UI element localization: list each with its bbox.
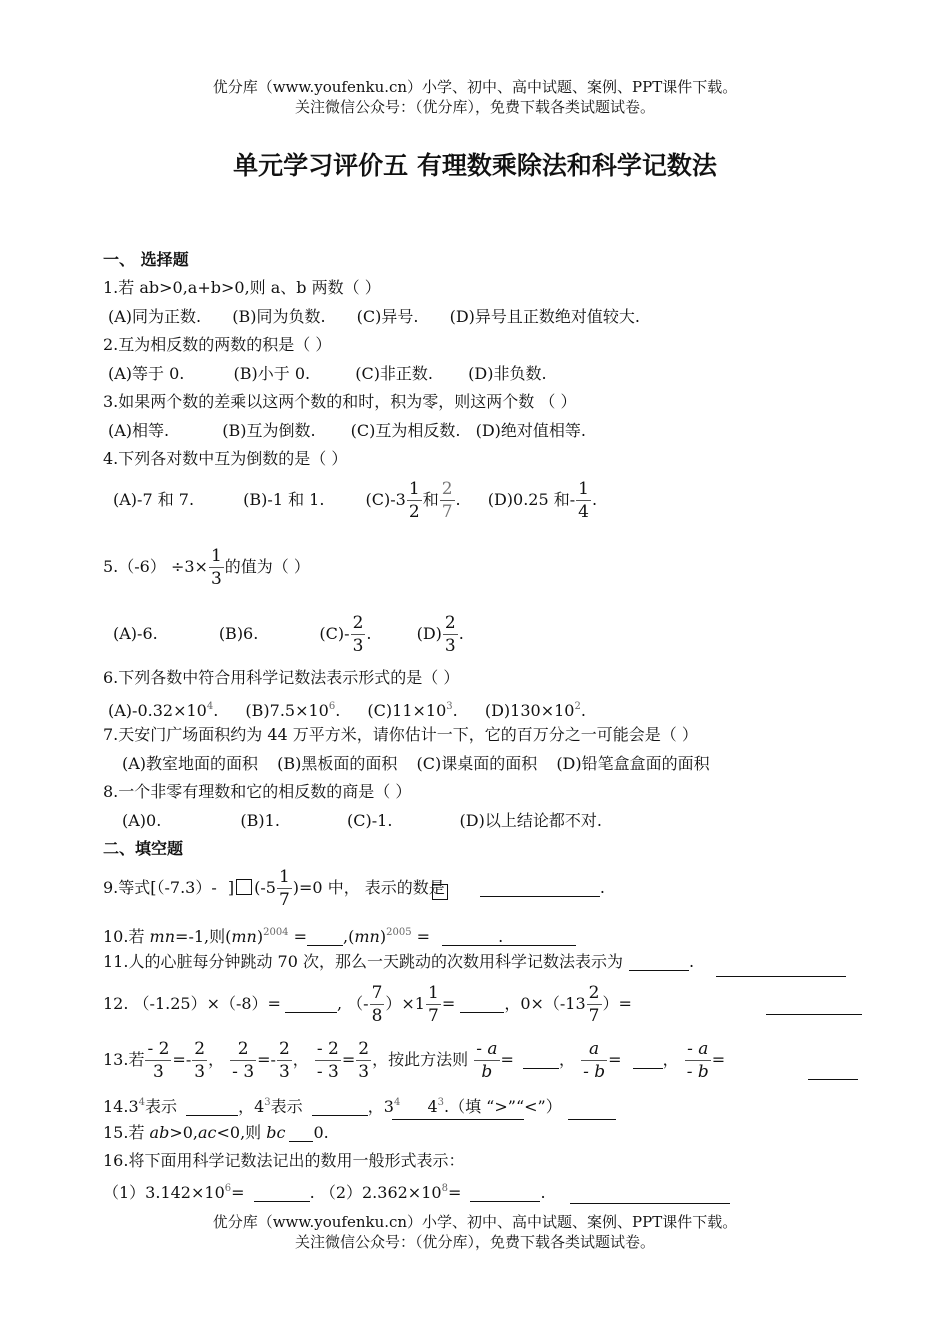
footer-line-1: 优分库（www.youfenku.cn）小学、初中、高中试题、案例、PPT课件下载。: [212, 1213, 738, 1231]
option-a: (A)相等.: [108, 421, 170, 440]
question-6-options: [108, 697, 586, 721]
question-6-stem: 6.下列各数中符合用科学记数法表示形式的是（ ）: [103, 668, 460, 687]
option-a: (A)-7 和 7.: [113, 490, 195, 509]
answer-blank[interactable]: [312, 1099, 368, 1116]
answer-blank[interactable]: [629, 954, 689, 971]
option-b: (B)同为负数.: [232, 307, 326, 326]
option-b: (B)1.: [240, 811, 280, 830]
header-line-1: 优分库（www.youfenku.cn）小学、初中、高中试题、案例、PPT课件下载。: [212, 78, 738, 96]
answer-blank[interactable]: [716, 960, 846, 977]
fraction: $\frac{1}{3}$: [210, 546, 222, 589]
fraction: $\frac{2}{7}$: [441, 479, 453, 522]
question-10: 10.若 mn=-1,则(mn)$^{2004}$ = ,(mn)$^{2005}$ = .: [103, 927, 504, 946]
option-c: (C)课桌面的面积: [416, 754, 538, 773]
answer-blank[interactable]: [766, 998, 862, 1015]
answer-blank[interactable]: [186, 1099, 238, 1116]
answer-blank[interactable]: [480, 880, 600, 897]
option-a: (A)0.: [122, 811, 162, 830]
question-9: 9.等式[（-7.3）- ] (-5 $\frac{1}{7}$ )=0 中， 表示的数是 .: [103, 867, 605, 910]
answer-blank[interactable]: [523, 1052, 559, 1069]
fraction: $\frac{- a}{b}$: [476, 1039, 498, 1082]
option-c: (C)-1.: [347, 811, 393, 830]
option-c: (C)- $\frac{2}{3}$ .: [319, 613, 372, 656]
question-16-parts: $(1)3.142\times 10^6=$ . $(2)2.362\times 10^8=$ .: [103, 1183, 546, 1202]
question-15: 15.若 ab>0,ac<0,则 bc 0.: [103, 1123, 329, 1142]
answer-blank[interactable]: [285, 996, 337, 1013]
question-5-options: [113, 612, 464, 657]
fraction: $\frac{1}{2}$: [408, 479, 420, 522]
question-1-options: [108, 307, 640, 327]
option-a: (A)-6.: [113, 624, 158, 643]
page-title: 单元学习评价五 有理数乘除法和科学记数法: [233, 151, 717, 180]
option-d: (D)以上结论都不对.: [459, 811, 602, 830]
answer-blank[interactable]: [496, 929, 576, 946]
fraction: $\frac{- 2}{- 3}$: [316, 1039, 339, 1082]
answer-blank[interactable]: [570, 1187, 730, 1204]
option-b: (B)6.: [218, 624, 259, 643]
question-7-options: [122, 754, 710, 774]
question-2-stem: 2.互为相反数的两数的积是（ ）: [103, 335, 332, 354]
question-1-stem: 1.若 ab>0,a+b>0,则 a、b 两数（ ）: [103, 278, 381, 297]
question-4-stem: 4.下列各对数中互为倒数的是（ ）: [103, 449, 348, 468]
fraction: $\frac{2}{3}$: [194, 1039, 206, 1082]
answer-blank[interactable]: [460, 996, 504, 1013]
option-d: (D) $\frac{2}{3}$ .: [416, 613, 464, 656]
option-b: (B)小于 0.: [233, 364, 311, 383]
option-d: (D)绝对值相等.: [475, 421, 586, 440]
option-b: (B)-1 和 1.: [243, 490, 325, 509]
question-7-stem: 7.天安门广场面积约为 44 万平方米，请你估计一下，它的百万分之一可能会是（ ）: [103, 725, 698, 744]
section-fill-heading: 二、填空题: [103, 839, 184, 858]
option-a: (A)等于 0.: [108, 364, 185, 383]
header-line-2: 关注微信公众号：（优分库），免费下载各类试题试卷。: [294, 98, 655, 116]
fraction: $\frac{1}{7}$: [427, 983, 439, 1026]
question-16-stem: 16.将下面用科学记数法记出的数用一般形式表示：: [103, 1151, 465, 1170]
question-11: 11.人的心脏每分钟跳动 70 次，那么一天跳动的次数用科学记数法表示为 .: [103, 952, 695, 971]
question-14: 14.3$^4$表示 ，$4^3$表示 ，$3^4$ $4^3$.（填 “>”“<”）: [103, 1097, 562, 1116]
option-b: $(B)7.5\times 10^6$.: [245, 701, 341, 720]
option-c: (C)非正数.: [355, 364, 434, 383]
question-3-options: [108, 421, 586, 441]
question-2-options: [108, 364, 547, 384]
option-d: (D)异号且正数绝对值较大.: [449, 307, 640, 326]
blank-box: [432, 884, 448, 900]
option-a: (A)教室地面的面积: [122, 754, 259, 773]
footer-line-2: 关注微信公众号：（优分库），免费下载各类试题试卷。: [294, 1233, 655, 1251]
fraction: $\frac{1}{7}$: [278, 867, 290, 910]
fraction: $\frac{- a}{- b}$: [686, 1039, 709, 1082]
answer-blank[interactable]: [392, 1103, 524, 1120]
question-5-stem: 5.（-6） ÷3× $\frac{1}{3}$ 的值为（ ）: [103, 546, 310, 589]
question-8-options: [122, 811, 602, 831]
fraction: $\frac{2}{3}$: [278, 1039, 290, 1082]
option-c: (C)异号.: [356, 307, 419, 326]
question-4-options: [113, 478, 597, 523]
option-d: $(D)130\times 10^2$.: [484, 701, 586, 720]
fraction: $\frac{2}{- 3}$: [232, 1039, 255, 1082]
option-c: $(C)11\times 10^3$.: [367, 701, 458, 720]
option-a: $(A)-0.32\times 10^4$.: [108, 701, 219, 720]
answer-blank[interactable]: [633, 1052, 663, 1069]
option-c: (C)-3 $\frac{1}{2}$ 和 $\frac{2}{7}$ .: [365, 479, 461, 522]
question-3-stem: 3.如果两个数的差乘以这两个数的和时，积为零，则这两个数 （ ）: [103, 392, 577, 411]
section-choice-heading: 一、 选择题: [103, 250, 189, 269]
fraction: $\frac{a}{- b}$: [583, 1039, 606, 1082]
option-d: (D)非负数.: [468, 364, 547, 383]
answer-blank[interactable]: [568, 1103, 616, 1120]
fraction: $\frac{2}{3}$: [358, 1039, 370, 1082]
question-13: 13.若 $\frac{- 2}{3}$ =- $\frac{2}{3}$ ， $\frac{2}{- 3}$ =- $\frac{2}{3}$ ， $\frac{- 2}{- 3}$ = $\frac{2}{3}$ ，按此方法则 $\frac{- a}{b}$ = ， $\frac{a}{- b}$ = ， $\frac{- a}{- b}$ =: [103, 1039, 726, 1082]
answer-blank[interactable]: [289, 1125, 313, 1142]
option-b: (B)黑板面的面积: [277, 754, 398, 773]
option-c: (C)互为相反数.: [350, 421, 461, 440]
option-d: (D)0.25 和- $\frac{1}{4}$ .: [487, 479, 598, 522]
option-d: (D)铅笔盒盒面的面积: [556, 754, 710, 773]
answer-blank[interactable]: [442, 929, 498, 946]
question-8-stem: 8.一个非零有理数和它的相反数的商是（ ）: [103, 782, 412, 801]
answer-blank[interactable]: [254, 1185, 310, 1202]
answer-blank[interactable]: [470, 1185, 540, 1202]
fraction: $\frac{7}{8}$: [371, 983, 383, 1026]
answer-blank[interactable]: [808, 1063, 858, 1080]
question-12: 12. （-1.25）×（-8）= , （- $\frac{7}{8}$ ）×1 $\frac{1}{7}$ = ，0×（-13 $\frac{2}{7}$ ）=: [103, 983, 632, 1026]
fraction: $\frac{2}{7}$: [588, 983, 600, 1026]
fraction: $\frac{2}{3}$: [352, 613, 364, 656]
fraction: $\frac{1}{4}$: [578, 479, 589, 522]
fraction: $\frac{- 2}{3}$: [147, 1039, 170, 1082]
fraction: $\frac{2}{3}$: [444, 613, 456, 656]
option-b: (B)互为倒数.: [222, 421, 316, 440]
blank-box: [236, 879, 252, 895]
answer-blank[interactable]: [307, 929, 343, 946]
option-a: (A)同为正数.: [108, 307, 202, 326]
